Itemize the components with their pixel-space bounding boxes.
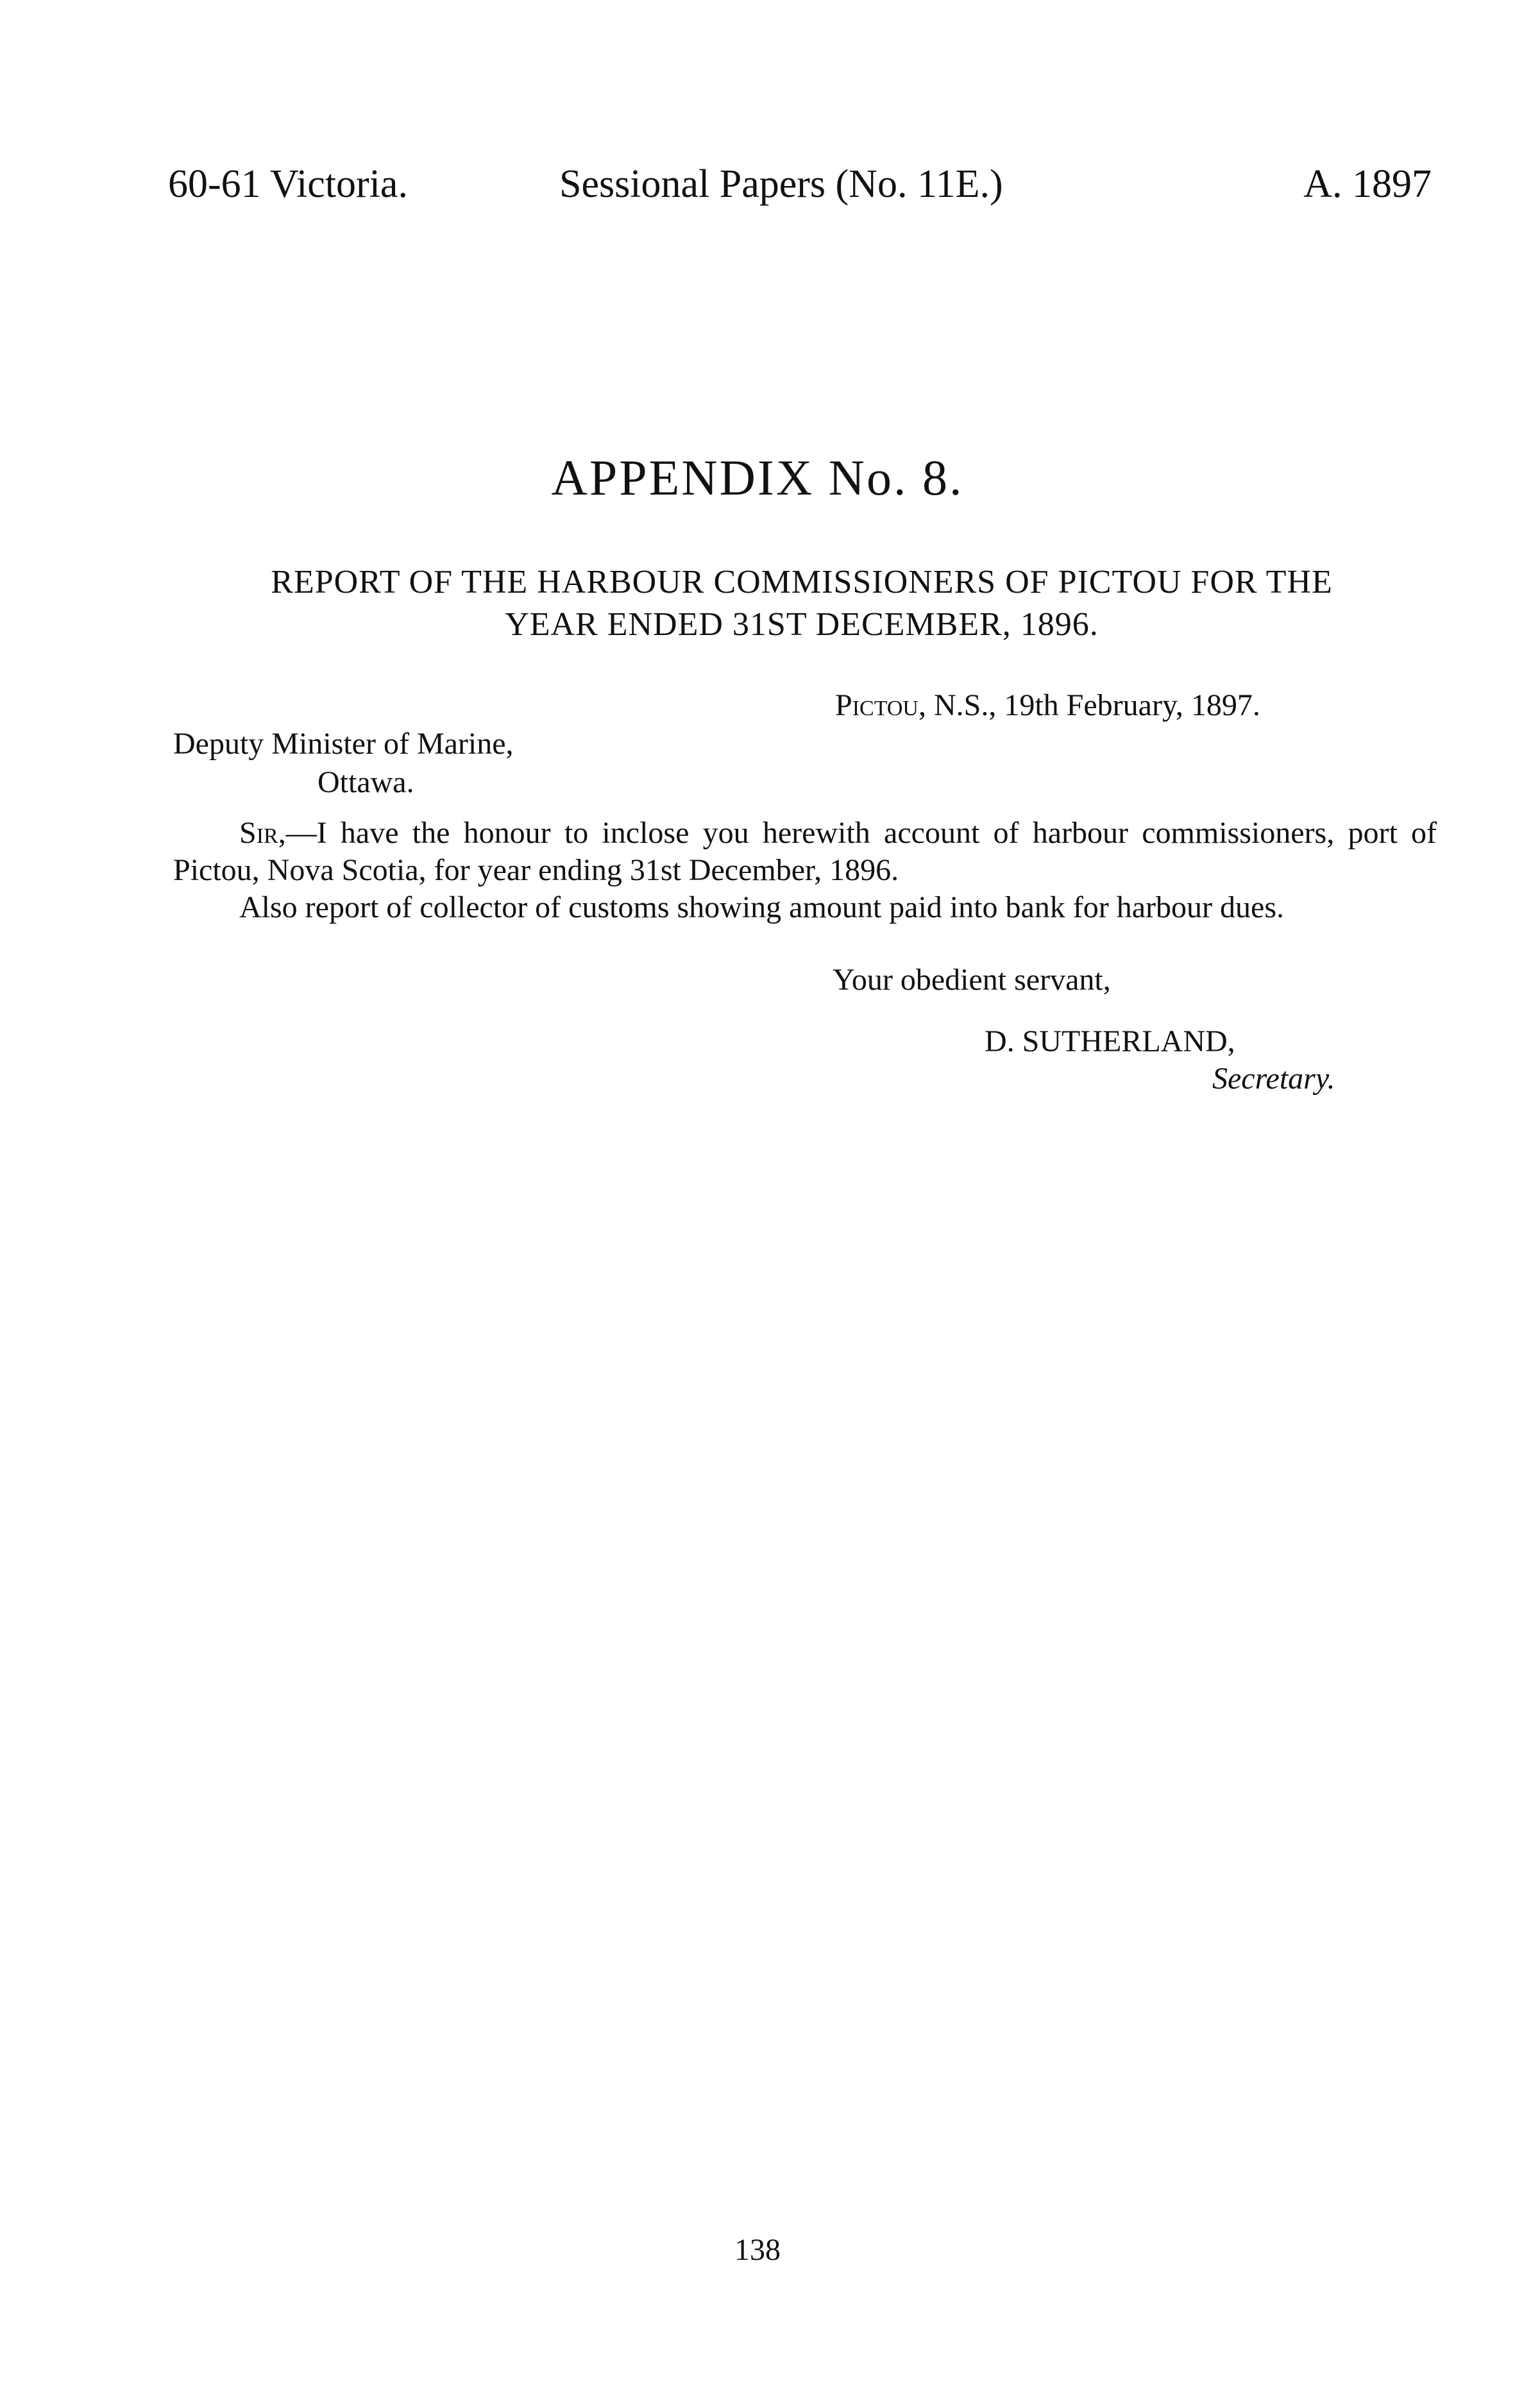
- body-paragraph-1-text: —I have the honour to inclose you herewith account of harbour commissioners, port of Pictou, Nova Scotia, for year ending 31st December, 1896.: [173, 816, 1437, 887]
- header-sessional-papers: Sessional Papers (No. 11E.): [559, 162, 1003, 206]
- letter-body: [173, 815, 1437, 926]
- body-paragraph-1: [173, 815, 1437, 889]
- addressee-line-2: Ottawa.: [317, 765, 414, 799]
- running-header: [168, 162, 1432, 213]
- page-number: 138: [734, 2233, 781, 2267]
- addressee: [173, 725, 514, 802]
- report-title-line-1: REPORT OF THE HARBOUR COMMISSIONERS OF PICTOU FOR THE: [271, 564, 1333, 600]
- addressee-line-1: Deputy Minister of Marine,: [173, 727, 514, 761]
- body-paragraph-2: Also report of collector of customs showing amount paid into bank for harbour dues.: [239, 890, 1284, 924]
- appendix-title: APPENDIX No. 8.: [551, 450, 964, 505]
- signature-block: [985, 1023, 1335, 1098]
- signature-title: Secretary.: [1212, 1062, 1335, 1096]
- header-session: 60-61 Victoria.: [168, 162, 408, 206]
- closing: Your obedient servant,: [833, 963, 1111, 997]
- report-title: [186, 561, 1418, 646]
- dateline: [835, 688, 1260, 723]
- salutation: Sir,: [239, 816, 286, 850]
- report-title-line-2: YEAR ENDED 31ST DECEMBER, 1896.: [505, 606, 1099, 643]
- signature-name: D. SUTHERLAND,: [985, 1024, 1235, 1058]
- dateline-place: Pictou: [835, 688, 918, 722]
- dateline-date: , N.S., 19th February, 1897.: [918, 688, 1260, 722]
- header-year: A. 1897: [1303, 162, 1432, 206]
